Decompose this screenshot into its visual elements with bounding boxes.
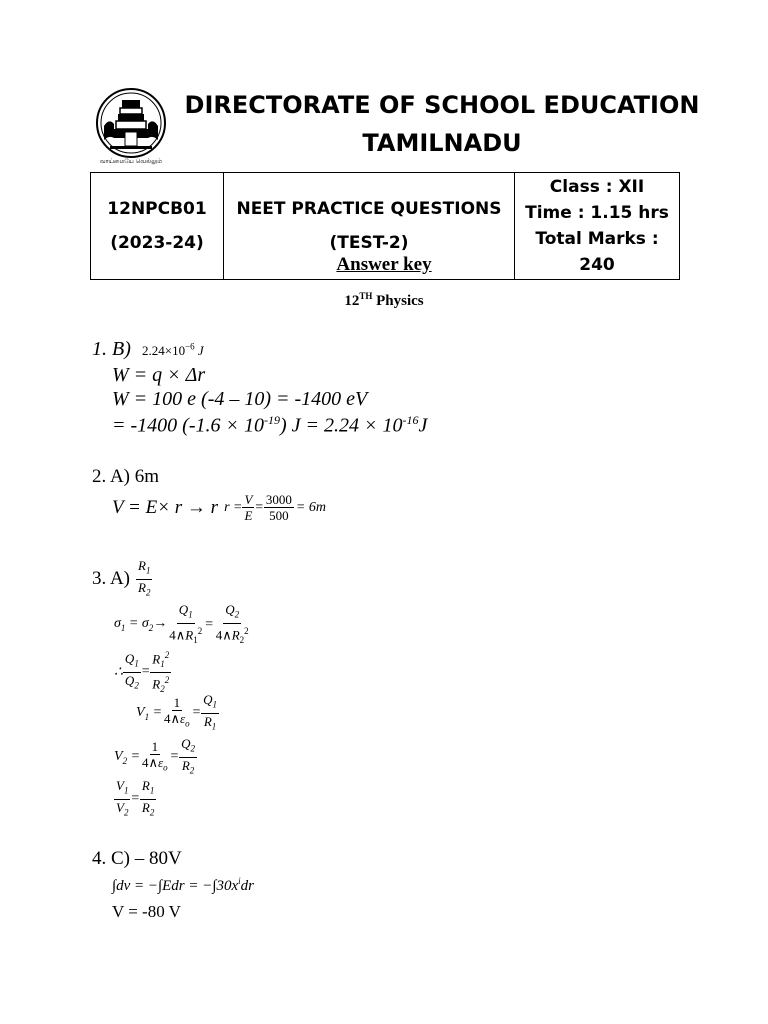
exam-time: Time : 1.15 hrs xyxy=(525,203,669,223)
q4-integral-text: ∫dv = −∫Edr = −∫30x xyxy=(112,878,239,894)
subject-grade: 12 xyxy=(344,293,360,309)
q1-answer-base: 2.24×10 xyxy=(141,343,186,358)
q3-answer-frac: $\frac{R_1}{R_2}$ xyxy=(138,558,151,598)
q3-sigma2: = σ xyxy=(128,616,149,632)
q1-label: 1. B) xyxy=(92,338,131,360)
q2-work: V = E× r → r r = $\frac{V}{E}$ = $\frac{3000}{500}$ = 6m xyxy=(112,492,326,523)
q2-work-text: V = E× r → r xyxy=(112,496,219,518)
q1-line-3-c: J xyxy=(418,414,428,437)
q2-r: r = xyxy=(224,499,243,515)
q3-sigma: σ xyxy=(114,616,121,632)
q1-line-1: W = q × Δr xyxy=(112,364,206,386)
exam-year: (2023-24) xyxy=(110,233,204,253)
subject-grade-sup: TH xyxy=(359,291,373,301)
exam-code: 12NPCB01 xyxy=(107,199,207,219)
q3-eq-5: $\frac{V_1}{V_2}$ = $\frac{R_1}{R_2}$ xyxy=(116,778,155,818)
q1-answer-unit: J xyxy=(197,343,204,358)
exam-test: (TEST-2) xyxy=(329,233,409,253)
q2-frac-ve xyxy=(242,492,254,523)
q1-line-3-a: = -1400 (-1.6 × 10 xyxy=(112,414,264,437)
q2-n1: 3000 xyxy=(265,492,292,507)
q3-eq-1: $\sigma_1 = \sigma_2\to$ $\frac{Q_1}{4\wedge R_1^2}$ = $\frac{Q_2}{4\wedge R_2^2}$ xyxy=(114,602,249,645)
q1-line-3-b: ) J = 2.24 × 10 xyxy=(279,414,403,437)
answer-key-heading: Answer key xyxy=(336,254,432,275)
q3-r1: R xyxy=(138,558,146,573)
q1-line-3-exp1: -19 xyxy=(263,413,280,427)
q1-line-3 xyxy=(112,413,427,438)
title-line-1: DIRECTORATE OF SCHOOL EDUCATION xyxy=(184,91,700,119)
q2-result: = 6m xyxy=(295,499,326,515)
q3-therefore: ∴ xyxy=(114,664,123,680)
q1-line-2: W = 100 e (-4 – 10) = -1400 eV xyxy=(112,388,368,410)
exam-class: Class : XII xyxy=(549,177,645,197)
q1-line-3-exp2: -16 xyxy=(402,413,419,427)
q3-eq-4: $V_2$ = $\frac{1}{4\wedge\varepsilon_o}$ = $\frac{Q_2}{R_2}$ xyxy=(114,736,195,776)
page-title xyxy=(142,86,742,162)
q2-label: 2. A) 6m xyxy=(92,466,160,487)
question-3 xyxy=(92,558,152,600)
q4-integral-exp: i xyxy=(238,876,241,886)
exam-name: NEET PRACTICE QUESTIONS xyxy=(236,199,502,219)
q1-answer-exp: −6 xyxy=(185,341,195,352)
question-1 xyxy=(92,338,204,361)
q3-r2: R xyxy=(138,579,146,595)
svg-text:வாய்மையே வெல்லும்: வாய்மையே வெல்லும் xyxy=(99,158,163,165)
q3-eq-3: $V_1$ = $\frac{1}{4\wedge\varepsilon_o}$ = $\frac{Q_1}{R_1}$ xyxy=(136,692,217,732)
q3-label: 3. A) xyxy=(92,568,130,590)
q1-answer xyxy=(142,343,204,358)
q2-v: V xyxy=(244,492,253,507)
q4-label: 4. C) – 80V xyxy=(92,848,182,869)
subject-heading xyxy=(0,291,768,310)
q4-integral xyxy=(112,876,254,895)
exam-marks: Total Marks : 240 xyxy=(535,229,659,275)
q2-d1: 500 xyxy=(269,508,289,523)
q2-frac-num xyxy=(264,492,294,523)
q4-integral-end: dr xyxy=(240,878,254,894)
q2-e: E xyxy=(244,508,253,523)
q3-eq-2: ∴ $\frac{Q_1}{Q_2}$ = $\frac{R_1^2}{R_2^2}$ xyxy=(114,650,170,694)
subject-name: Physics xyxy=(376,293,424,309)
title-line-2: TAMILNADU xyxy=(362,129,522,157)
q4-result: V = -80 V xyxy=(112,902,181,921)
